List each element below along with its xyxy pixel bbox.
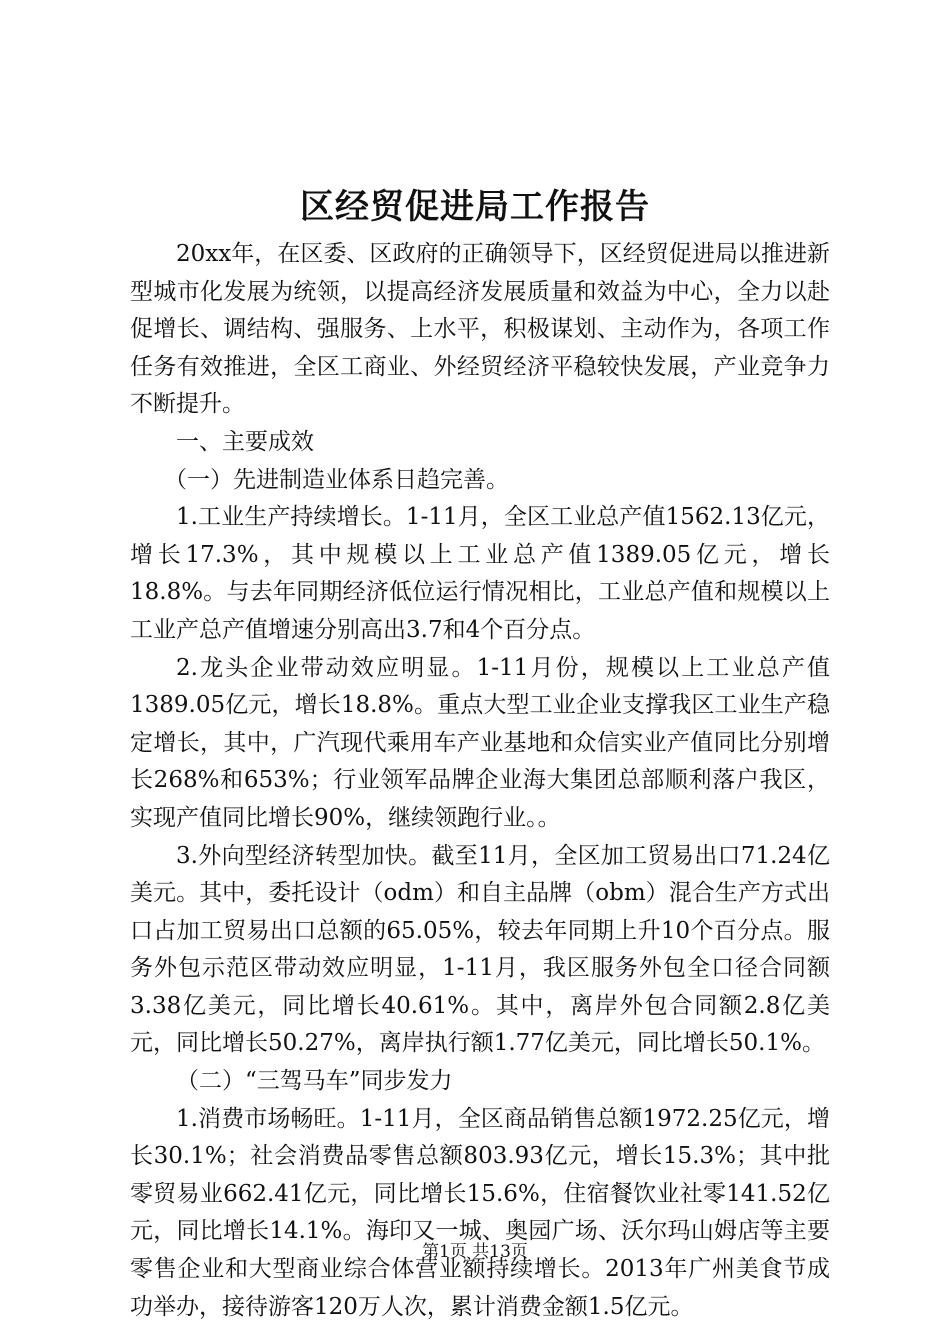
paragraph-leading-enterprises: 2.龙头企业带动效应明显。1-11月份，规模以上工业总产值1389.05亿元，增长18.8%。重点大型工业企业支撑我区工业生产稳定增长，其中，广汽现代乘用车产业基地和众信实业产值同比分别增长268%和653%；行业领军品牌企业海大集团总部顺利落户我区，实现产值同比增长90%，继续领跑行业。。 — [130, 654, 830, 831]
paragraph-industrial-production: 1.工业生产持续增长。1-11月，全区工业总产值1562.13亿元，增长17.3%，其中规模以上工业总产值1389.05亿元，增长18.8%。与去年同期经济低位运行情况相比，工业总产值和规模以上工业产总产值增速分别高出3.7和4个百分点。 — [130, 504, 830, 643]
document-body — [130, 236, 830, 1326]
subsection-heading-manufacturing: （一）先进制造业体系日趋完善。 — [164, 466, 509, 493]
document-title: 区经贸促进局工作报告 — [300, 187, 650, 227]
section-heading-main-results: 一、主要成效 — [176, 428, 314, 455]
intro-paragraph: 20xx年，在区委、区政府的正确领导下，区经贸促进局以推进新型城市化发展为统领，以提高经济发展质量和效益为中心，全力以赴促增长、调结构、强服务、上水平，积极谋划、主动作为，各项工作任务有效推进，全区工商业、外经贸经济平稳较快发展，产业竞争力不断提升。 — [130, 241, 830, 418]
paragraph-export-economy: 3.外向型经济转型加快。截至11月，全区加工贸易出口71.24亿美元。其中，委托设计（odm）和自主品牌（obm）混合生产方式出口占加工贸易出口总额的65.05%，较去年同期上升10个百分点。服务外包示范区带动效应明显，1-11月，我区服务外包全口径合同额3.38亿美元，同比增长40.61%。其中，离岸外包合同额2.8亿美元，同比增长50.27%，离岸执行额1.77亿美元，同比增长50.1%。 — [130, 842, 830, 1057]
page-number-footer: 第1页 共13页 — [422, 1242, 528, 1262]
subsection-heading-three-engines: （二）“三驾马车”同步发力 — [176, 1068, 453, 1095]
paragraph-consumer-market: 1.消费市场畅旺。1-11月，全区商品销售总额1972.25亿元，增长30.1%；社会消费品零售总额803.93亿元，增长15.3%；其中批零贸易业662.41亿元，同比增长15.6%，住宿餐饮业社零141.52亿元，同比增长14.1%。海印又一城、奥园广场、沃尔玛山姆店等主要零售企业和大型商业综合体营业额持续增长。2013年广州美食节成功举办，接待游客120万人次，累计消费金额1.5亿元。 — [130, 1105, 830, 1320]
